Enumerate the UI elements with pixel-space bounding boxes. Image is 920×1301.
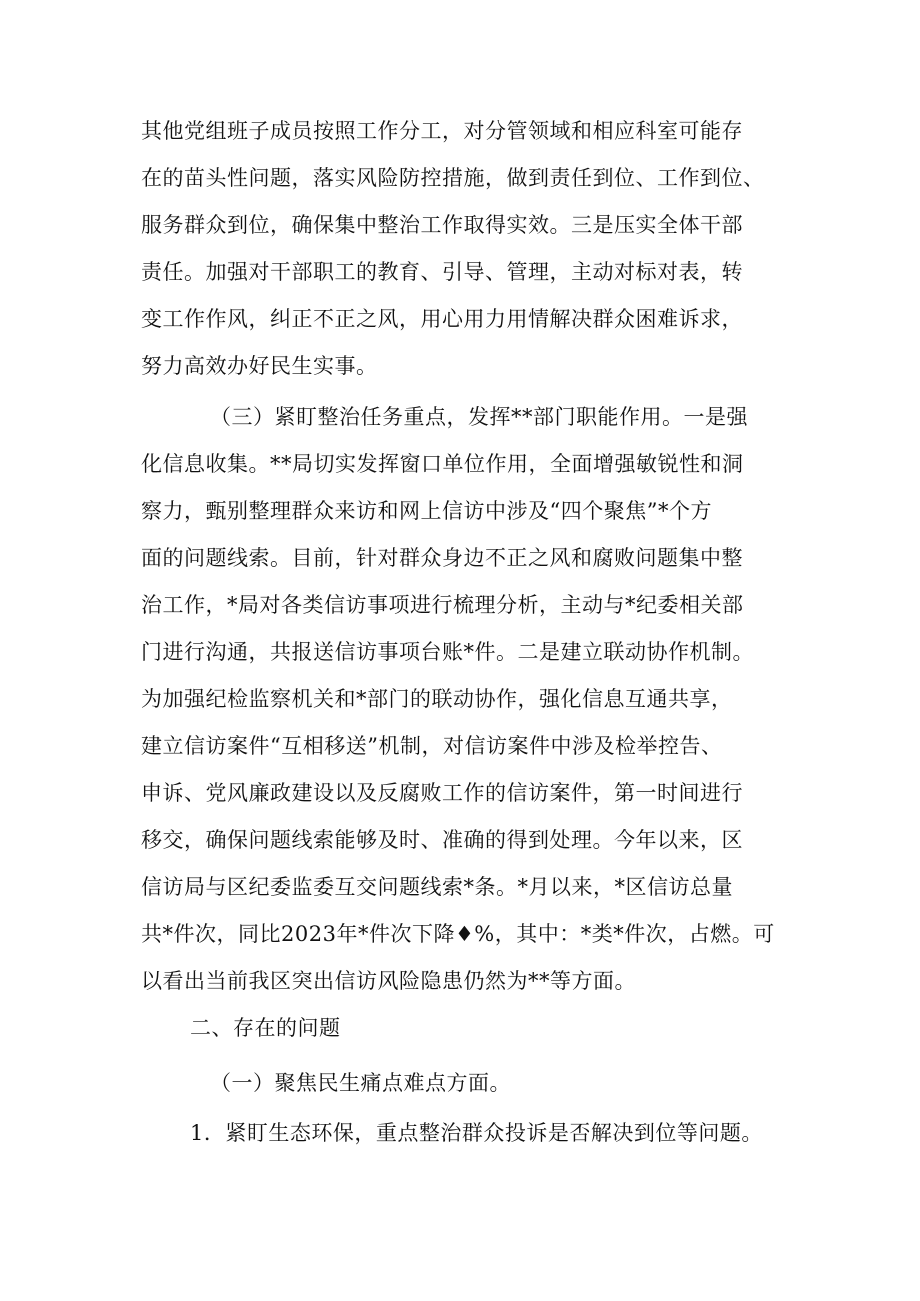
text-line-content: 面的问题线索。目前，针对群众身边不正之风和腐败问题集中整 xyxy=(141,546,743,570)
text-line xyxy=(0,296,920,342)
text-line xyxy=(0,958,920,1004)
section-heading xyxy=(0,1005,920,1051)
text-line xyxy=(0,676,920,722)
subsection-heading-text: （一）聚焦民生痛点难点方面。 xyxy=(210,1071,511,1095)
text-line-content: 申诉、党风廉政建设以及反腐败工作的信访案件，第一时间进行 xyxy=(141,781,743,805)
numbered-item-text: 1．紧盯生态环保，重点整治群众投诉是否解决到位等问题。 xyxy=(190,1121,763,1145)
text-line-content: 其他党组班子成员按照工作分工，对分管领域和相应科室可能存 xyxy=(141,119,743,143)
text-line-content: 移交，确保问题线索能够及时、准确的得到处理。今年以来，区 xyxy=(141,828,743,852)
text-line xyxy=(0,249,920,295)
text-line-content: 门进行沟通，共报送信访事项台账*件。二是建立联动协作机制。 xyxy=(141,640,754,664)
text-line-content: 信访局与区纪委监委互交问题线索*条。*月以来，*区信访总量 xyxy=(141,875,733,899)
text-line xyxy=(0,108,920,154)
text-line xyxy=(0,535,920,581)
text-line-content: 以看出当前我区突出信访风险隐患仍然为**等方面。 xyxy=(141,969,636,993)
text-line-content: 建立信访案件“互相移送”机制，对信访案件中涉及检举控告、 xyxy=(141,734,723,758)
text-line-content: 努力高效办好民生实事。 xyxy=(141,354,378,378)
text-line-content: 服务群众到位，确保集中整治工作取得实效。三是压实全体干部 xyxy=(141,213,743,237)
text-line xyxy=(0,911,920,957)
paragraph-start-line xyxy=(0,394,920,440)
text-line xyxy=(0,723,920,769)
text-line-content: （三）紧盯整治任务重点，发挥**部门职能作用。一是强 xyxy=(210,405,748,429)
text-line-content: 治工作，*局对各类信访事项进行梳理分析，主动与*纪委相关部 xyxy=(141,593,744,617)
text-line xyxy=(0,629,920,675)
text-line-content: 察力，甄别整理群众来访和网上信访中涉及“四个聚焦”*个方 xyxy=(141,499,712,523)
text-line xyxy=(0,582,920,628)
text-line-content: 化信息收集。**局切实发挥窗口单位作用，全面增强敏锐性和洞 xyxy=(141,452,744,476)
section-heading-text: 二、存在的问题 xyxy=(190,1016,341,1040)
text-line xyxy=(0,864,920,910)
text-line xyxy=(0,817,920,863)
text-line xyxy=(0,202,920,248)
subsection-heading xyxy=(0,1060,920,1106)
text-line xyxy=(0,488,920,534)
text-line xyxy=(0,155,920,201)
text-line-content: 为加强纪检监察机关和*部门的联动协作，强化信息互通共享， xyxy=(141,687,733,711)
text-line-content: 变工作作风，纠正不正之风，用心用力用情解决群众困难诉求， xyxy=(141,307,743,331)
text-line-content: 共*件次，同比2023年*件次下降♦%，其中：*类*件次，占燃。可 xyxy=(141,922,775,946)
text-line-content: 责任。加强对干部职工的教育、引导、管理，主动对标对表，转 xyxy=(141,260,743,284)
text-line xyxy=(0,770,920,816)
text-line xyxy=(0,441,920,487)
numbered-item xyxy=(0,1110,920,1156)
text-line xyxy=(0,343,920,389)
text-line-content: 在的苗头性问题，落实风险防控措施，做到责任到位、工作到位、 xyxy=(141,166,765,190)
